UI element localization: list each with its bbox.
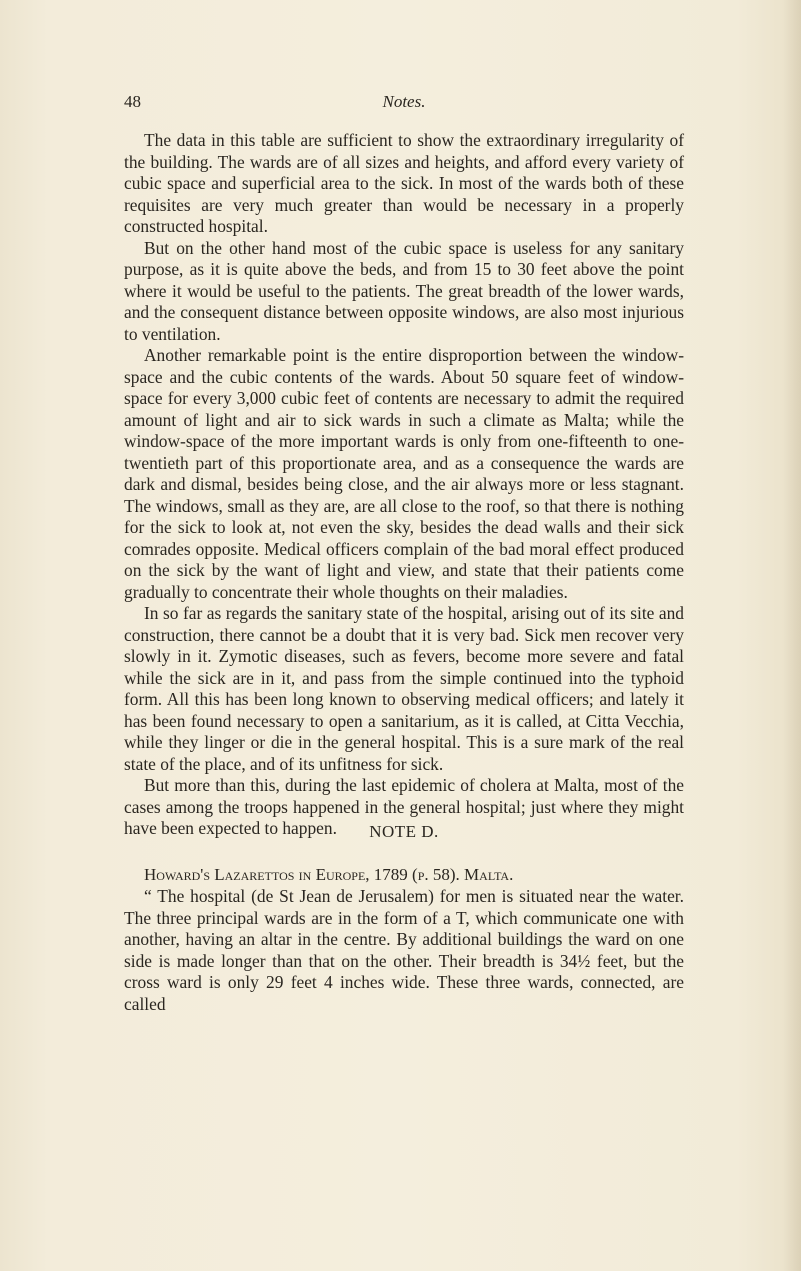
paragraph: But more than this, during the last epidemic of cholera at Malta, most of the cases among the troops happened in the general hospital; just where they might have been expected to happen. [124, 775, 684, 838]
page-edge-shadow [783, 0, 801, 1271]
running-head: Notes. [382, 92, 426, 111]
paragraph: In so far as regards the sanitary state of the hospital, arising out of its site and construction, there cannot be a doubt that it is very bad. Sick men recover very slowly in it. Zymotic diseases, such as fevers, become more severe and fatal while the sick are in it, and pass from the simple continued into the typhoid form. All this has been long known to observing medical officers; and lately it has been found necessary to open a sanitarium, as it is called, at Citta Vecchia, while they linger or die in the general hospital. This is a sure mark of the real state of the place, and of its unfitness for sick. [124, 603, 684, 774]
page-number: 48 [124, 92, 141, 111]
note-paragraph: “ The hospital (de St Jean de Jerusalem) for men is situated near the water. The three principal wards are in the form of a T, which communicate one with another, having an altar in the centre. By additional buildings the ward on one side is made longer than that on the other. Their breadth is 34½ feet, but the cross ward is only 29 feet 4 inches wide. These three wards, connected, are called [124, 886, 684, 1014]
main-text [124, 130, 684, 840]
note-title: NOTE D. [369, 822, 439, 841]
paragraph: But on the other hand most of the cubic space is useless for any sanitary purpose, as it is quite above the beds, and from 15 to 30 feet above the point where it would be useful to the patients. The great breadth of the lower wards, and the consequent distance between opposite windows, are also most injurious to ventilation. [124, 237, 684, 344]
paragraph: The data in this table are sufficient to show the extraordinary irregularity of the building. The wards are of all sizes and heights, and afford every variety of cubic space and superficial area to the sick. In most of the wards both of these requisites are very much greater than would be necessary in a properly constructed hospital. [124, 130, 684, 236]
paragraph: Another remarkable point is the entire disproportion between the window-space and the cubic contents of the wards. About 50 square feet of window-space for every 3,000 cubic feet of contents are necessary to admit the required amount of light and air to sick wards in such a climate as Malta; while the window-space of the more important wards is only from one-fifteenth to one-twentieth part of this proportionate area, and as a consequence the wards are dark and dismal, besides being close, and the air always more or less stagnant. The windows, small as they are, are all close to the roof, so that there is nothing for the sick to look at, not even the sky, besides the dead walls and their sick comrades opposite. Medical officers complain of the bad moral effect produced on the sick by the want of light and view, and state that their patients come gradually to concentrate their whole thoughts on their maladies. [124, 345, 684, 602]
note-heading: Howard's Lazarettos in Europe, 1789 (p. 58). Malta. [144, 865, 514, 884]
note-body [124, 886, 684, 1015]
page-header [124, 92, 684, 114]
